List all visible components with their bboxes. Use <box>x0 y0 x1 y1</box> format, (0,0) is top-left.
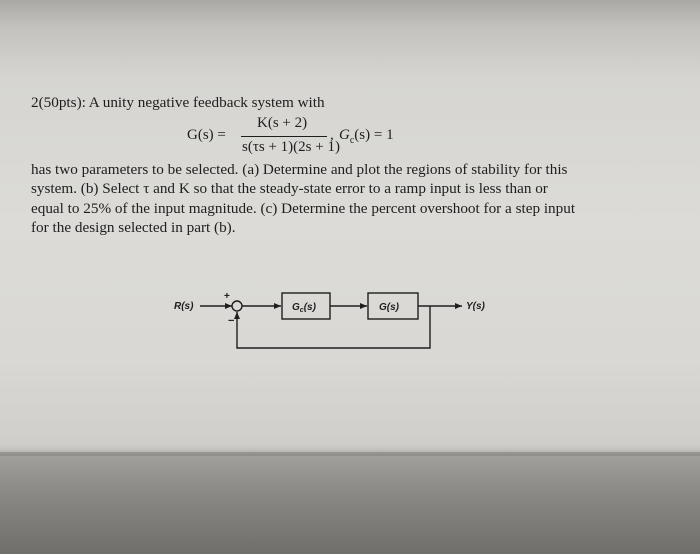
problem-line: has two parameters to be selected. (a) Determine and plot the regions of stability for this <box>31 161 568 178</box>
desk-shadow <box>0 452 700 554</box>
plant-label: G(s) <box>379 302 399 313</box>
problem-body <box>31 160 661 237</box>
gc-value: (s) = 1 <box>354 127 394 143</box>
controller-subscript: c <box>299 307 304 314</box>
input-label: R(s) <box>174 301 194 312</box>
block-diagram-svg <box>168 282 528 362</box>
transfer-function-formula <box>187 114 447 162</box>
controller-label <box>292 302 317 314</box>
problem-line: for the design selected in part (b). <box>31 218 236 236</box>
output-label: Y(s) <box>466 301 485 312</box>
plus-sign: + <box>224 291 230 302</box>
formula-lhs: G(s) = <box>187 127 226 143</box>
controller-symbol: G <box>292 302 300 313</box>
feedback-path <box>237 306 430 348</box>
formula-separator: , <box>330 127 334 143</box>
controller-argument: (s) <box>303 302 316 313</box>
problem-header: 2(50pts): A unity negative feedback system with <box>31 94 325 111</box>
formula-numerator: K(s + 2) <box>257 115 308 131</box>
summing-junction <box>232 301 242 311</box>
problem-line: system. (b) Select τ and K so that the steady-state error to a ramp input is less than or <box>31 180 548 198</box>
feedback-block-diagram <box>168 282 528 362</box>
problem-line: equal to 25% of the input magnitude. (c) Determine the percent overshoot for a step input <box>31 199 576 217</box>
formula-denominator: s(τs + 1)(2s + 1) <box>242 139 340 155</box>
minus-sign: − <box>228 315 235 327</box>
gc-subscript: c <box>349 135 355 146</box>
fraction-bar <box>241 136 327 137</box>
controller-formula <box>339 127 394 146</box>
gc-symbol: G <box>339 127 350 143</box>
problem-statement <box>31 93 651 112</box>
paper-edge <box>0 448 700 456</box>
